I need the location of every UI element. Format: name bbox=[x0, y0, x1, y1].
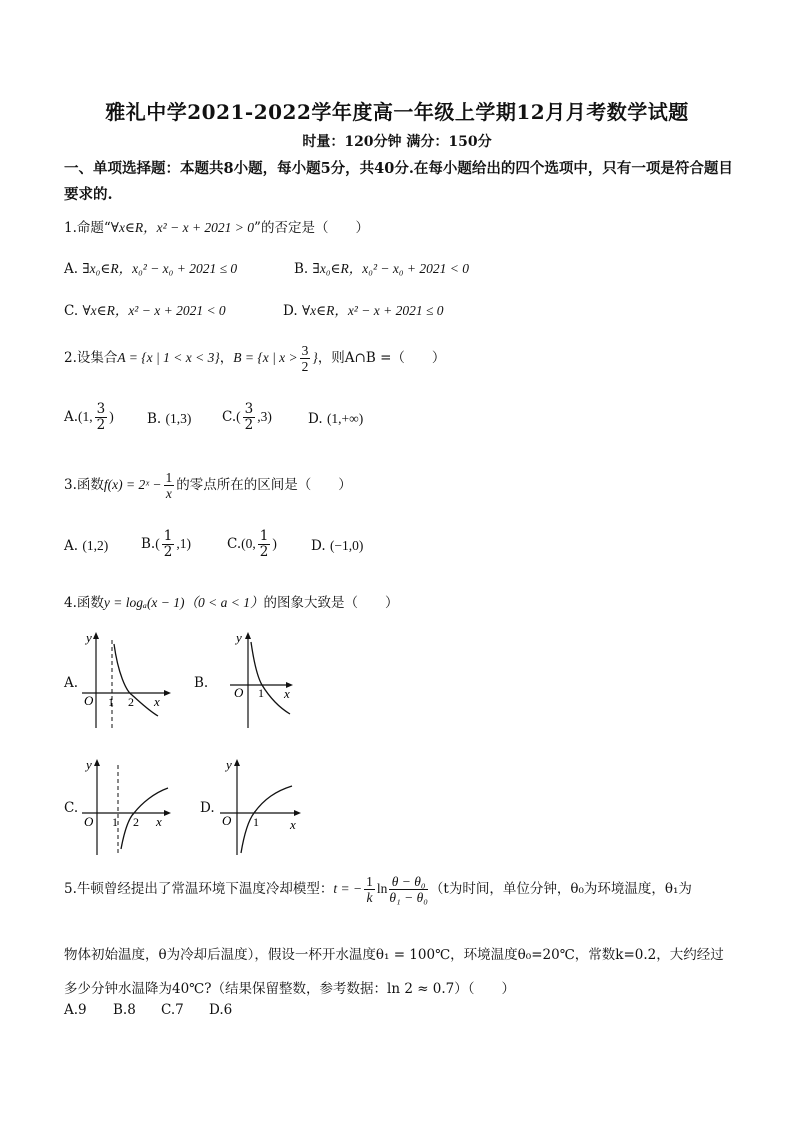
graph-d-tick-1: 1 bbox=[253, 815, 259, 829]
question-5-line-2: 物体初始温度，θ为冷却后温度），假设一杯开水温度θ₁ = 100℃，环境温度θ₀=20℃，常数k=0.2，大约经过 bbox=[64, 947, 724, 963]
q1-suffix: ”的否定是（ ） bbox=[254, 220, 369, 236]
graph-c-x-label: x bbox=[156, 814, 162, 829]
q4-graph-b[interactable] bbox=[216, 628, 316, 733]
q3-option-b-den: 2 bbox=[163, 544, 173, 560]
q2-option-a-fraction bbox=[95, 402, 108, 433]
question-3-stem bbox=[64, 470, 352, 501]
graph-b-y-arrow-icon bbox=[245, 632, 251, 639]
q4-graph-d[interactable] bbox=[216, 753, 316, 858]
q3-prefix: 3.函数 bbox=[64, 477, 104, 493]
q3-option-d-label: D. bbox=[311, 538, 326, 554]
q2-set-b-right: } bbox=[312, 350, 318, 365]
q1-option-b[interactable] bbox=[294, 257, 469, 277]
q2-option-a-right: ) bbox=[109, 409, 114, 424]
q4-option-a-label[interactable]: A. bbox=[64, 675, 79, 691]
q3-func-fraction bbox=[164, 470, 175, 501]
graph-a-x-arrow-icon bbox=[164, 690, 171, 696]
q5-formula-k-den: k bbox=[366, 890, 373, 905]
q2-set-b-frac-num: 3 bbox=[301, 343, 309, 358]
question-4-stem bbox=[64, 591, 399, 611]
q5-formula-k-num: 1 bbox=[366, 874, 373, 889]
q3-option-c-fraction bbox=[258, 529, 271, 560]
q3-option-c-label: C. bbox=[227, 536, 242, 552]
q2-set-a: A = {x | 1 < x < 3} bbox=[117, 350, 220, 365]
q2-option-a[interactable] bbox=[64, 402, 114, 433]
q3-option-b-num: 1 bbox=[163, 528, 173, 544]
q3-option-a-text: (1,2) bbox=[82, 538, 109, 553]
graph-b-y-label: y bbox=[236, 630, 242, 645]
q3-func-left: f(x) = 2ˣ − bbox=[103, 477, 162, 492]
exam-subtitle: 时量：120分钟 满分：150分 bbox=[302, 134, 492, 150]
q1-option-b-text: ∃x₀∈R，x₀² − x₀ + 2021 < 0 bbox=[312, 261, 470, 276]
graph-c-y-label: y bbox=[86, 757, 92, 772]
q5-formula-left: t = − bbox=[333, 881, 363, 896]
q5-option-a[interactable]: A.9 bbox=[64, 1002, 87, 1018]
section-heading: 一、单项选择题：本题共8小题，每小题5分，共40分.在每小题给出的四个选项中，只有一项是符合题目要求的. bbox=[64, 160, 733, 203]
q2-set-b-fraction bbox=[300, 343, 311, 374]
q3-option-b-fraction bbox=[162, 529, 175, 560]
q2-option-c[interactable] bbox=[222, 402, 272, 433]
q2-option-c-label: C. bbox=[222, 409, 237, 425]
question-5-line-3: 多少分钟水温降为40℃?（结果保留整数，参考数据：ln 2 ≈ 0.7）（ ） bbox=[64, 981, 516, 997]
q5-formula-main-fraction bbox=[389, 874, 428, 905]
graph-a-curve bbox=[114, 644, 158, 716]
q3-option-c[interactable] bbox=[227, 529, 277, 560]
q1-option-d-label: D. bbox=[283, 303, 298, 319]
q3-option-c-num: 1 bbox=[259, 528, 269, 544]
graph-c-tick-2: 2 bbox=[133, 815, 139, 829]
q4-option-b-label[interactable]: B. bbox=[194, 675, 209, 691]
q1-option-c-text: ∀x∈R，x² − x + 2021 < 0 bbox=[82, 303, 226, 318]
graph-b-tick-1: 1 bbox=[258, 686, 264, 700]
q2-suffix: ，则A∩B =（ ） bbox=[317, 350, 446, 366]
q5-option-b[interactable]: B.8 bbox=[113, 1002, 136, 1018]
graph-a-x-label: x bbox=[154, 694, 160, 709]
q5-formula-num: θ − θ₀ bbox=[389, 874, 428, 890]
q1-option-a[interactable] bbox=[64, 257, 237, 277]
q2-option-c-num: 3 bbox=[244, 401, 254, 417]
q2-option-b-label: B. bbox=[147, 411, 162, 427]
q5-formula-k-fraction bbox=[364, 874, 375, 905]
q2-prefix: 2.设集合 bbox=[64, 350, 118, 366]
graph-a-tick-1: 1 bbox=[108, 695, 114, 709]
q1-option-d-text: ∀x∈R，x² − x + 2021 ≤ 0 bbox=[301, 303, 444, 318]
q3-option-b-left: ( bbox=[155, 536, 160, 551]
q2-set-b-frac-den: 2 bbox=[301, 359, 309, 374]
q4-graph-c[interactable] bbox=[76, 753, 176, 858]
q5-option-d[interactable]: D.6 bbox=[209, 1002, 233, 1018]
q2-option-c-den: 2 bbox=[244, 417, 254, 433]
exam-title: 雅礼中学2021-2022学年度高一年级上学期12月月考数学试题 bbox=[105, 100, 689, 124]
q5-prefix: 5.牛顿曾经提出了常温环境下温度冷却模型： bbox=[64, 881, 334, 897]
q3-option-b-label: B. bbox=[141, 536, 156, 552]
graph-d-origin-label: O bbox=[222, 813, 232, 828]
q1-stem-math: ∀x∈R，x² − x + 2021 > 0 bbox=[110, 220, 255, 235]
graph-b-curve bbox=[251, 642, 290, 714]
graph-b-origin-label: O bbox=[234, 685, 244, 700]
graph-a-origin-label: O bbox=[84, 693, 94, 708]
graph-c-y-arrow-icon bbox=[94, 759, 100, 766]
q4-option-d-label[interactable]: D. bbox=[200, 800, 215, 816]
q3-option-b[interactable] bbox=[141, 529, 191, 560]
graph-a-y-arrow-icon bbox=[93, 632, 99, 639]
graph-a-tick-2: 2 bbox=[128, 695, 134, 709]
graph-b-x-label: x bbox=[284, 686, 290, 701]
q5-formula-den: θ₁ − θ₀ bbox=[389, 890, 428, 905]
q4-graph-a[interactable] bbox=[74, 628, 174, 733]
q2-option-b-text: (1,3) bbox=[165, 411, 192, 426]
q1-option-a-label: A. bbox=[64, 261, 79, 277]
q1-option-c-label: C. bbox=[64, 303, 79, 319]
q2-option-c-left: ( bbox=[236, 409, 241, 424]
q3-func-den: x bbox=[165, 486, 172, 501]
graph-d-x-label: x bbox=[290, 817, 296, 832]
q2-option-d[interactable] bbox=[308, 411, 363, 427]
graph-c-tick-1: 1 bbox=[112, 815, 118, 829]
q2-option-c-right: ,3) bbox=[257, 409, 272, 424]
graph-c-x-arrow-icon bbox=[164, 810, 171, 816]
question-5-line-1 bbox=[64, 874, 692, 905]
q3-option-d[interactable] bbox=[311, 538, 363, 554]
q3-func-num: 1 bbox=[165, 470, 173, 485]
q3-suffix: 的零点所在的区间是（ ） bbox=[176, 477, 352, 493]
q2-option-d-text: (1,+∞) bbox=[326, 411, 364, 426]
q5-option-c[interactable]: C.7 bbox=[161, 1002, 184, 1018]
q3-option-d-text: (−1,0) bbox=[329, 538, 364, 553]
q2-option-a-den: 2 bbox=[96, 417, 106, 433]
q2-option-a-num: 3 bbox=[96, 401, 106, 417]
q3-option-a[interactable] bbox=[64, 538, 108, 554]
question-2-stem bbox=[64, 343, 445, 374]
q4-prefix: 4.函数 bbox=[64, 595, 104, 611]
q2-option-b[interactable] bbox=[147, 411, 191, 427]
q2-option-a-left: (1, bbox=[78, 409, 93, 424]
q4-condition: （0 < a < 1） bbox=[184, 595, 264, 610]
q1-option-b-label: B. bbox=[294, 261, 309, 277]
graph-d-y-label: y bbox=[226, 757, 232, 772]
q5-formula-ln: ln bbox=[376, 881, 388, 896]
q1-option-d[interactable] bbox=[283, 299, 443, 319]
graph-d-y-arrow-icon bbox=[234, 759, 240, 766]
graph-a-y-label: y bbox=[86, 630, 92, 645]
q4-func: y = logₐ(x − 1) bbox=[103, 595, 185, 610]
q3-option-c-right: ) bbox=[272, 536, 277, 551]
q5-line-1-rest: （t为时间，单位分钟，θ₀为环境温度，θ₁为 bbox=[429, 881, 692, 897]
q2-option-a-label: A. bbox=[64, 409, 79, 425]
graph-d-curve bbox=[241, 786, 292, 853]
q3-option-c-den: 2 bbox=[259, 544, 269, 560]
q2-option-d-label: D. bbox=[308, 411, 323, 427]
q1-option-a-text: ∃x₀∈R，x₀² − x₀ + 2021 ≤ 0 bbox=[82, 261, 238, 276]
q2-set-b-left: B = {x | x > bbox=[233, 350, 298, 365]
question-1-stem bbox=[64, 216, 369, 236]
graph-d-x-arrow-icon bbox=[294, 810, 301, 816]
q2-comma: ， bbox=[219, 350, 234, 366]
graph-c-origin-label: O bbox=[84, 814, 94, 829]
q2-option-c-fraction bbox=[243, 402, 256, 433]
q1-prefix: 1.命题“ bbox=[64, 220, 111, 236]
q3-option-b-right: ,1) bbox=[176, 536, 191, 551]
q3-option-a-label: A. bbox=[64, 538, 79, 554]
q3-option-c-left: (0, bbox=[241, 536, 256, 551]
q4-option-c-label[interactable]: C. bbox=[64, 800, 79, 816]
q1-option-c[interactable] bbox=[64, 299, 226, 319]
q4-suffix: 的图象大致是（ ） bbox=[263, 595, 399, 611]
